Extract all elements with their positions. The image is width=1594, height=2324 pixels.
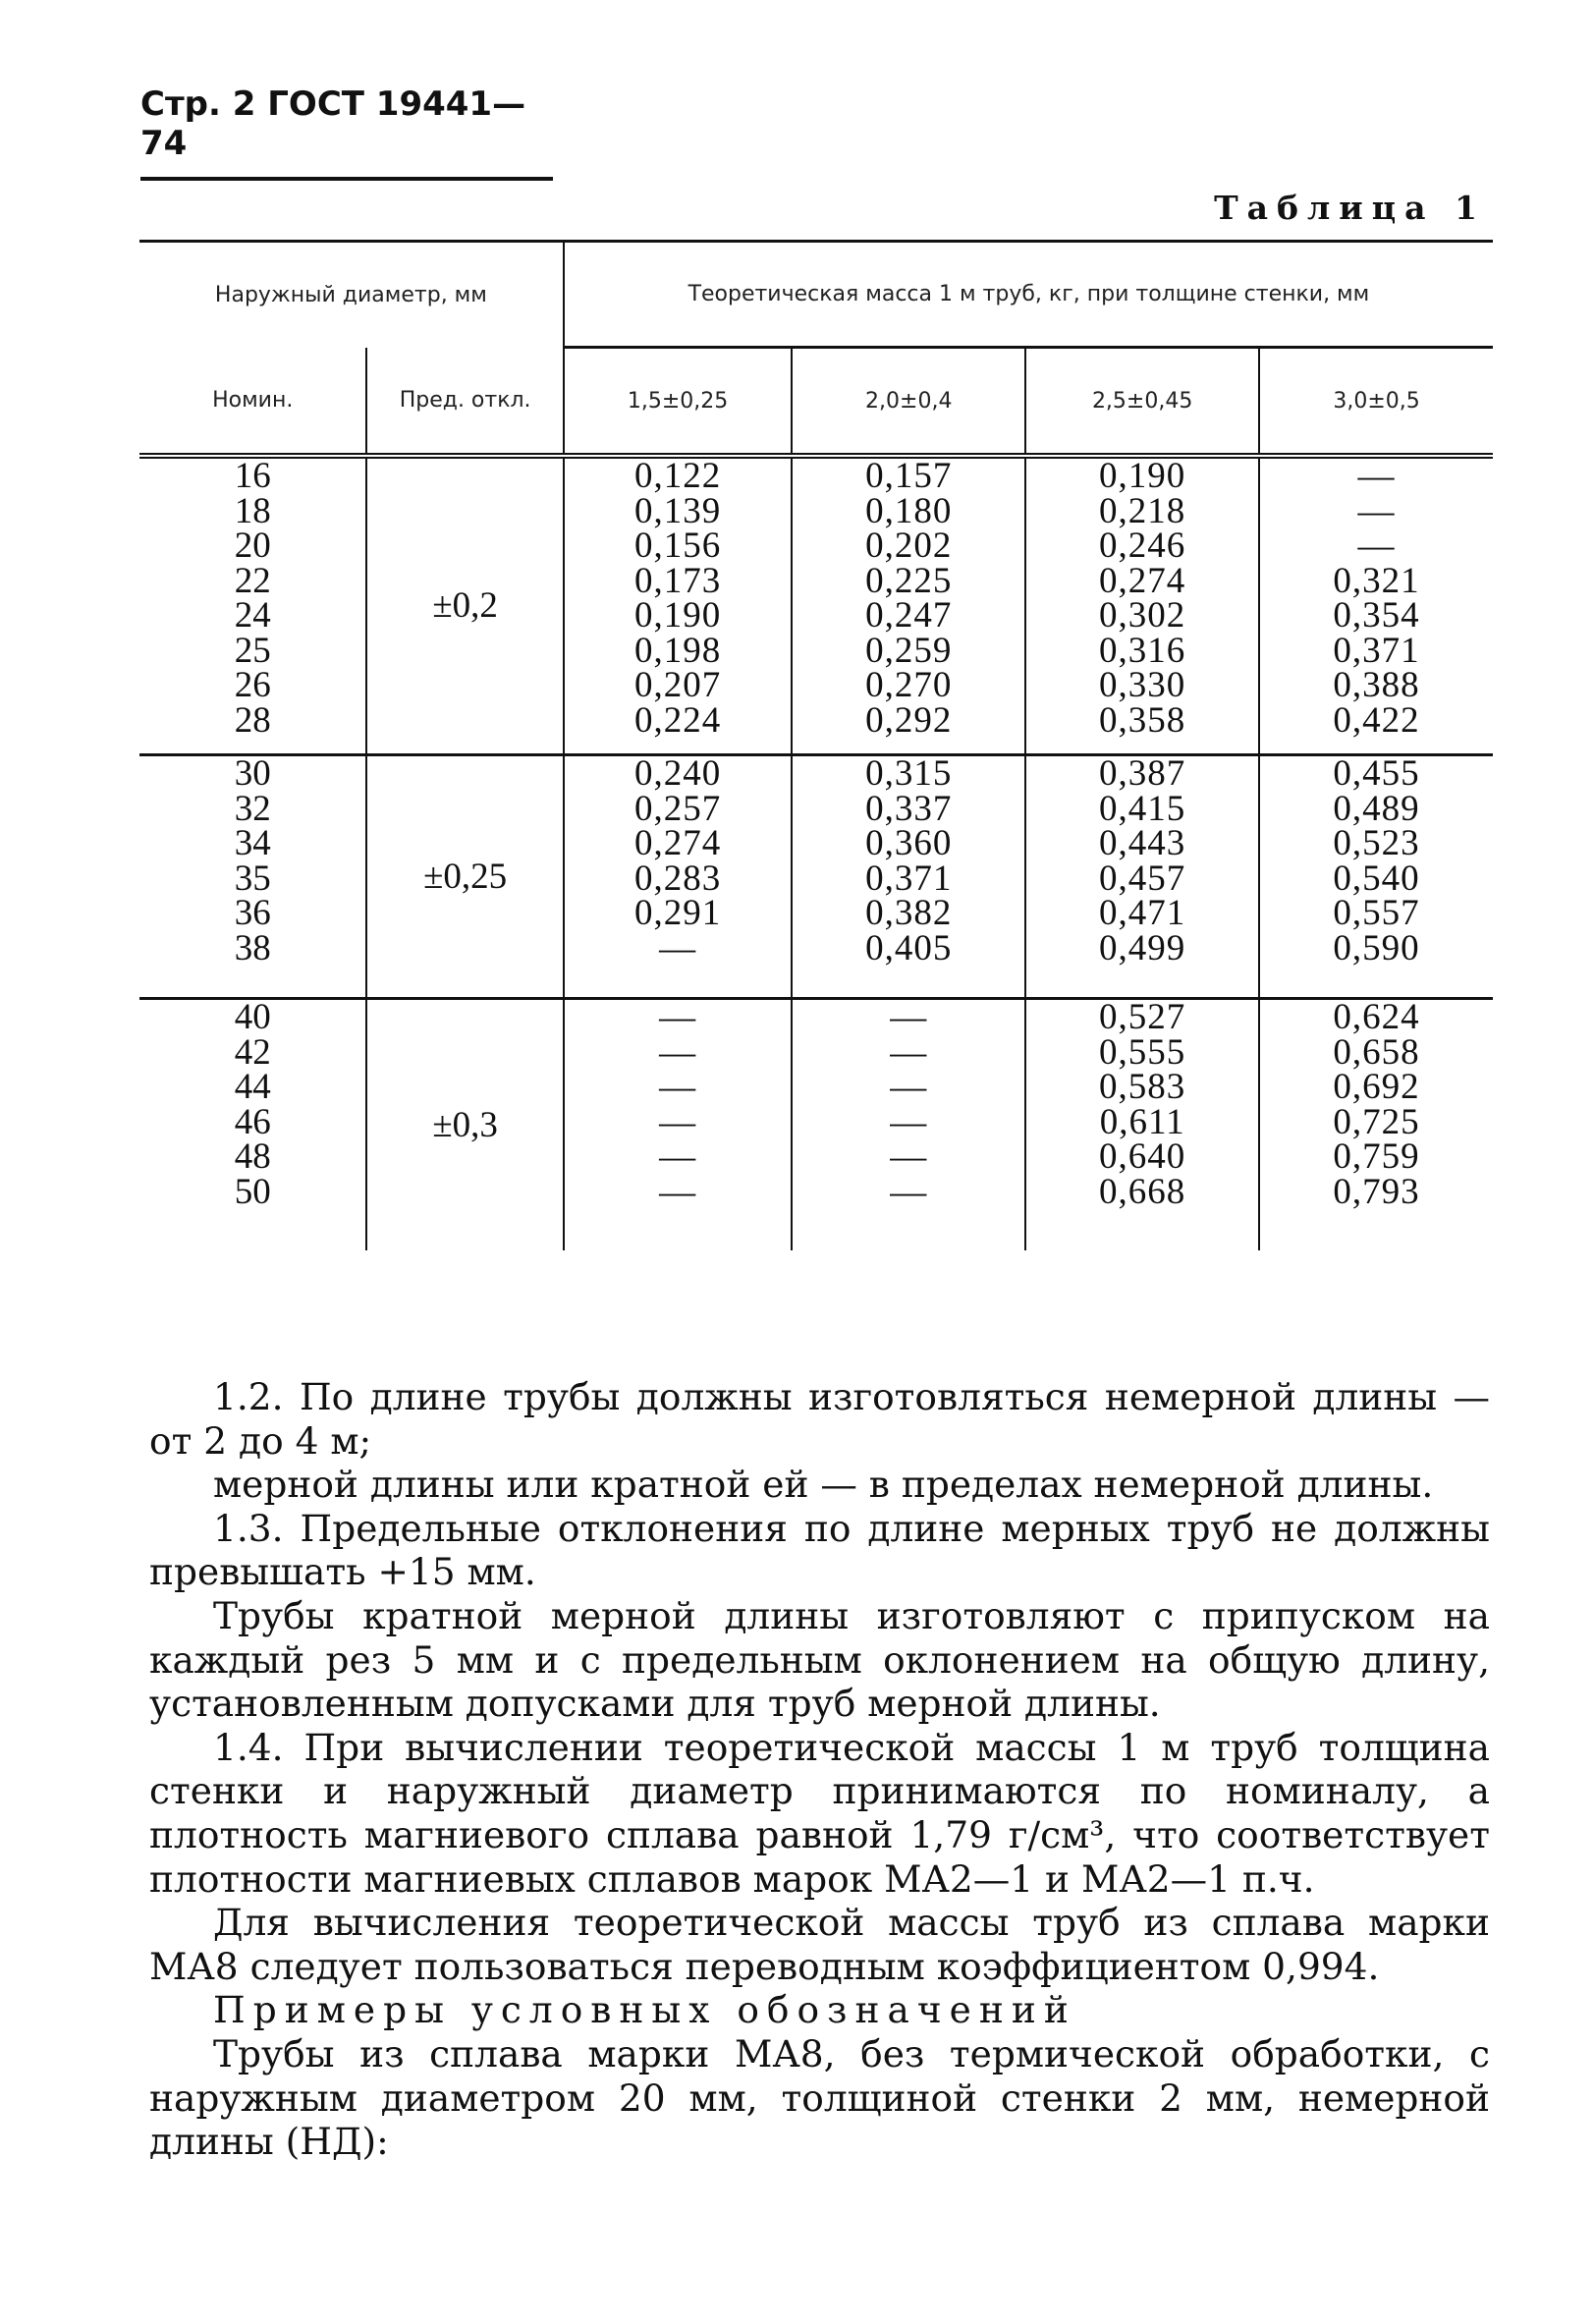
table-row-group bbox=[139, 456, 1493, 755]
header-thickness-2-5: 2,5±0,45 bbox=[1025, 348, 1259, 457]
diameter-list bbox=[139, 999, 366, 1251]
header-theoretical-mass: Теоретическая масса 1 м труб, кг, при толщине стенки, мм bbox=[564, 242, 1493, 348]
mass-value: 0,274 bbox=[633, 823, 722, 863]
mass-value: 0,360 bbox=[865, 823, 953, 863]
mass-value: — bbox=[890, 1171, 928, 1212]
mass-value: 0,259 bbox=[865, 630, 953, 671]
mass-value: — bbox=[1357, 490, 1396, 531]
mass-value: 0,611 bbox=[1099, 1101, 1185, 1142]
mass-value: — bbox=[659, 1171, 697, 1212]
diameter-value: 34 bbox=[234, 823, 271, 863]
mass-table bbox=[139, 240, 1493, 1250]
mass-value: 0,157 bbox=[865, 456, 953, 496]
mass-list-3-0 bbox=[1259, 755, 1493, 999]
paragraph-ma8-coefficient: Для вычисления теоретической массы труб из сплава марки МА8 следует пользоваться переводным коэффициентом 0,994. bbox=[149, 1901, 1490, 1988]
mass-value: 0,489 bbox=[1333, 788, 1420, 829]
mass-value: 0,527 bbox=[1099, 997, 1186, 1037]
diameter-value: 28 bbox=[234, 699, 271, 741]
mass-value: 0,555 bbox=[1099, 1031, 1186, 1073]
mass-value: 0,225 bbox=[865, 560, 953, 601]
diameter-value: 46 bbox=[234, 1101, 271, 1142]
mass-value: 0,224 bbox=[633, 699, 722, 741]
mass-value: 0,156 bbox=[633, 526, 722, 566]
mass-value: 0,415 bbox=[1099, 788, 1186, 829]
standard-code: ГОСТ 19441—74 bbox=[140, 84, 526, 163]
mass-value: — bbox=[890, 1031, 928, 1073]
diameter-value: 32 bbox=[234, 788, 271, 829]
body-text bbox=[149, 1375, 1490, 2164]
mass-list-3-0 bbox=[1259, 456, 1493, 755]
mass-value: — bbox=[1357, 526, 1396, 566]
mass-value: 0,455 bbox=[1333, 753, 1420, 794]
deviation-cell: ±0,2 bbox=[366, 456, 563, 755]
diameter-value: 25 bbox=[234, 630, 271, 671]
mass-value: 0,207 bbox=[633, 665, 722, 705]
mass-value: — bbox=[659, 1101, 697, 1142]
mass-list-2-5 bbox=[1025, 456, 1259, 755]
mass-value: 0,180 bbox=[865, 490, 953, 531]
mass-value: 0,315 bbox=[865, 753, 953, 794]
diameter-value: 35 bbox=[234, 858, 271, 899]
diameter-value: 20 bbox=[234, 526, 271, 566]
mass-value: 0,540 bbox=[1333, 858, 1420, 899]
mass-list-2-0 bbox=[792, 456, 1025, 755]
mass-value: 0,240 bbox=[633, 753, 722, 794]
mass-value: 0,658 bbox=[1333, 1031, 1420, 1073]
header-thickness-1-5: 1,5±0,25 bbox=[564, 348, 793, 457]
diameter-value: 24 bbox=[234, 595, 271, 636]
mass-value: 0,122 bbox=[633, 456, 722, 496]
mass-value: 0,202 bbox=[865, 526, 953, 566]
mass-value: — bbox=[890, 1136, 928, 1177]
header-thickness-3-0: 3,0±0,5 bbox=[1259, 348, 1493, 457]
diameter-value: 30 bbox=[234, 753, 271, 794]
header-thickness-2-0: 2,0±0,4 bbox=[792, 348, 1025, 457]
mass-value: 0,793 bbox=[1333, 1171, 1420, 1212]
mass-value: 0,291 bbox=[633, 893, 722, 933]
diameter-list bbox=[139, 755, 366, 999]
mass-value: — bbox=[659, 927, 697, 968]
mass-value: 0,471 bbox=[1099, 893, 1186, 933]
mass-list-2-0 bbox=[792, 755, 1025, 999]
diameter-value: 48 bbox=[234, 1136, 271, 1177]
diameter-value: 16 bbox=[234, 456, 271, 496]
diameter-value: 40 bbox=[234, 997, 271, 1037]
deviation-cell: ±0,3 bbox=[366, 999, 563, 1251]
mass-value: 0,692 bbox=[1333, 1067, 1420, 1107]
table-row-group bbox=[139, 999, 1493, 1251]
mass-value: 0,337 bbox=[865, 788, 953, 829]
mass-value: — bbox=[659, 997, 697, 1037]
mass-list-1-5 bbox=[564, 755, 793, 999]
mass-value: — bbox=[659, 1136, 697, 1177]
header-outer-diameter: Наружный диаметр, мм bbox=[139, 242, 564, 348]
table-label: Таблица 1 bbox=[1214, 189, 1486, 227]
paragraph-1-2: 1.2. По длине трубы должны изготовляться немерной длины — от 2 до 4 м; bbox=[149, 1375, 1490, 1463]
mass-value: 0,382 bbox=[865, 893, 953, 933]
mass-value: 0,316 bbox=[1099, 630, 1186, 671]
mass-value: 0,292 bbox=[865, 699, 953, 741]
mass-value: 0,523 bbox=[1333, 823, 1420, 863]
mass-value: 0,422 bbox=[1333, 699, 1420, 741]
diameter-value: 22 bbox=[234, 560, 271, 601]
mass-value: 0,405 bbox=[865, 927, 953, 968]
mass-value: — bbox=[890, 1101, 928, 1142]
mass-value: 0,173 bbox=[633, 560, 722, 601]
mass-value: — bbox=[1357, 456, 1396, 496]
mass-list-2-5 bbox=[1025, 755, 1259, 999]
mass-value: 0,590 bbox=[1333, 927, 1420, 968]
table-row-group bbox=[139, 755, 1493, 999]
paragraph-1-4: 1.4. При вычислении теоретической массы 1 м труб толщина стенки и наружный диаметр принимаются по номиналу, а плотность магниевого сплава равной 1,79 г/см³, что соответствует плотности магниевых сплавов марок МА2—1 и МА2—1 п.ч. bbox=[149, 1725, 1490, 1901]
diameter-value: 50 bbox=[234, 1171, 271, 1212]
paragraph-measured-length: мерной длины или кратной ей — в пределах немерной длины. bbox=[213, 1463, 1434, 1507]
header-nominal: Номин. bbox=[139, 348, 366, 457]
mass-value: 0,583 bbox=[1099, 1067, 1186, 1107]
mass-list-2-0 bbox=[792, 999, 1025, 1251]
mass-value: 0,274 bbox=[1099, 560, 1186, 601]
mass-value: 0,139 bbox=[633, 490, 722, 531]
mass-value: 0,371 bbox=[1333, 630, 1420, 671]
mass-value: 0,190 bbox=[1099, 456, 1186, 496]
mass-value: 0,388 bbox=[1333, 665, 1420, 705]
mass-value: 0,443 bbox=[1099, 823, 1186, 863]
mass-value: 0,668 bbox=[1099, 1171, 1186, 1212]
page-number: Стр. 2 bbox=[140, 84, 256, 124]
mass-value: 0,358 bbox=[1099, 699, 1186, 741]
mass-value: 0,321 bbox=[1333, 560, 1420, 601]
mass-list-3-0 bbox=[1259, 999, 1493, 1251]
mass-value: 0,247 bbox=[865, 595, 953, 636]
mass-value: 0,330 bbox=[1099, 665, 1186, 705]
diameter-value: 42 bbox=[234, 1031, 271, 1073]
header-deviation: Пред. откл. bbox=[366, 348, 563, 457]
mass-value: — bbox=[659, 1031, 697, 1073]
paragraph-example: Трубы из сплава марки МА8, без термической обработки, с наружным диаметром 20 мм, толщиной стенки 2 мм, немерной длины (НД): bbox=[149, 2031, 1490, 2164]
mass-value: — bbox=[890, 997, 928, 1037]
mass-value: 0,759 bbox=[1333, 1136, 1420, 1177]
diameter-value: 18 bbox=[234, 490, 271, 531]
diameter-value: 26 bbox=[234, 665, 271, 705]
page-header bbox=[140, 84, 553, 181]
mass-value: 0,354 bbox=[1333, 595, 1420, 636]
mass-value: 0,190 bbox=[633, 595, 722, 636]
mass-list-1-5 bbox=[564, 999, 793, 1251]
mass-value: 0,257 bbox=[633, 788, 722, 829]
diameter-value: 38 bbox=[234, 927, 271, 968]
mass-value: 0,270 bbox=[865, 665, 953, 705]
mass-value: 0,457 bbox=[1099, 858, 1186, 899]
mass-value: 0,371 bbox=[865, 858, 953, 899]
deviation-cell: ±0,25 bbox=[366, 755, 563, 999]
paragraph-multiple-length: Трубы кратной мерной длины изготовляют с припуском на каждый рез 5 мм и с предельным оклонением на общую длину, установленным допусками для труб мерной длины. bbox=[149, 1593, 1490, 1726]
mass-list-1-5 bbox=[564, 456, 793, 755]
mass-value: 0,218 bbox=[1099, 490, 1186, 531]
mass-value: — bbox=[659, 1067, 697, 1107]
mass-value: 0,640 bbox=[1099, 1136, 1186, 1177]
mass-value: 0,725 bbox=[1333, 1101, 1420, 1142]
diameter-value: 44 bbox=[234, 1067, 271, 1107]
mass-value: 0,387 bbox=[1099, 753, 1186, 794]
mass-value: 0,246 bbox=[1099, 526, 1186, 566]
mass-value: 0,198 bbox=[633, 630, 722, 671]
paragraph-1-3: 1.3. Предельные отклонения по длине мерных труб не должны превышать +15 мм. bbox=[149, 1506, 1490, 1594]
mass-value: 0,302 bbox=[1099, 595, 1186, 636]
mass-value: 0,283 bbox=[633, 858, 722, 899]
mass-value: — bbox=[890, 1067, 928, 1107]
mass-value: 0,624 bbox=[1333, 997, 1420, 1037]
diameter-value: 36 bbox=[234, 893, 271, 933]
examples-heading: Примеры условных обозначений bbox=[213, 1988, 1076, 2032]
mass-value: 0,557 bbox=[1333, 893, 1420, 933]
mass-list-2-5 bbox=[1025, 999, 1259, 1251]
diameter-list bbox=[139, 456, 366, 755]
mass-value: 0,499 bbox=[1099, 927, 1186, 968]
